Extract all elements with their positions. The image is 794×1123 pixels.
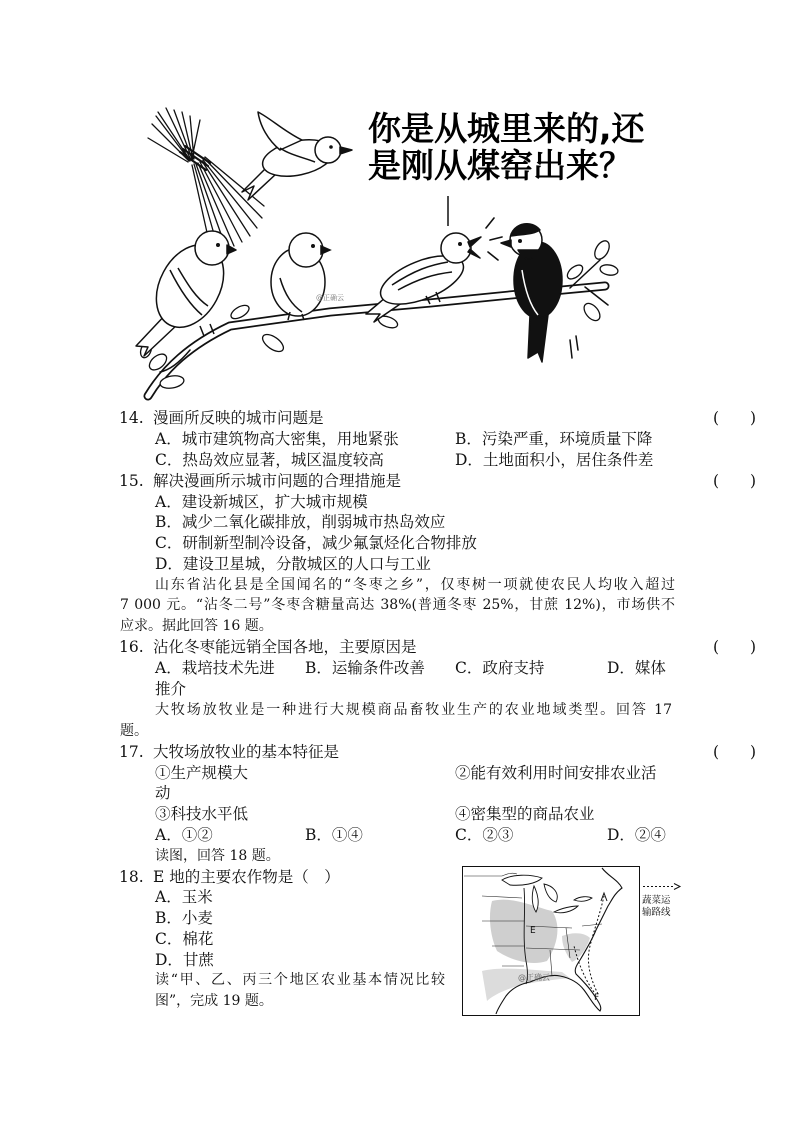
passage-line: 7 000 元。“沾冬二号”冬枣含糖量高达 38%(普通冬枣 25%，甘蔗 12%)，市场供不 — [120, 597, 675, 613]
cartoon-watermark: @正确云 — [316, 294, 344, 302]
sparrow-left — [136, 231, 237, 356]
option-a: A．城市建筑物高大密集，用地紧张 — [155, 430, 399, 448]
option-a: A．建设新城区，扩大城市规模 — [155, 493, 368, 511]
question-number: 16. — [119, 638, 144, 656]
cartoon-caption-line-1: 你是从城里来的,还 — [368, 109, 645, 148]
flying-bird — [242, 112, 352, 200]
passage-line: 山东省沾化县是全国闻名的“冬枣之乡”，仅枣树一项就使农民人均收入超过 — [155, 577, 675, 593]
chirp-lines — [486, 218, 502, 260]
map-legend — [642, 882, 682, 919]
answer-bracket: ( ) — [713, 472, 757, 490]
option-c: C．②③ — [455, 826, 514, 844]
option-b: B．小麦 — [155, 909, 213, 927]
option-b: B．减少二氧化碳排放，削弱城市热岛效应 — [155, 513, 446, 531]
option-d: D．②④ — [607, 826, 666, 844]
statement-2-continued: 动 — [155, 784, 171, 802]
sparrow-round — [271, 233, 330, 320]
option-d: D．媒体 — [607, 659, 666, 677]
answer-bracket: ( ) — [713, 743, 757, 761]
option-c: C．研制新型制冷设备，减少氟氯烃化合物排放 — [155, 534, 477, 552]
us-agriculture-map — [462, 866, 640, 1016]
map-label-e: E — [530, 926, 536, 936]
map-watermark: @正确云 — [518, 973, 550, 982]
passage-line: 图”，完成 19 题。 — [155, 993, 273, 1009]
question-stem: 大牧场放牧业的基本特征是 — [153, 743, 340, 761]
answer-bracket: ( ) — [713, 409, 757, 427]
question-number: 18. — [119, 868, 144, 886]
option-d: D．土地面积小，居住条件差 — [455, 451, 654, 469]
question-stem: 解决漫画所示城市问题的合理措施是 — [153, 472, 402, 490]
map-label-f: F — [594, 993, 600, 1003]
legend-label-line-2: 输路线 — [642, 907, 671, 918]
option-a: A．栽培技术先进 — [155, 659, 275, 677]
statement-4: ④密集型的商品农业 — [455, 805, 595, 823]
statement-1: ①生产规模大 — [155, 764, 249, 782]
option-b: B．污染严重，环境质量下降 — [455, 430, 653, 448]
answer-bracket: ( ) — [713, 638, 757, 656]
option-b: B．①④ — [305, 826, 363, 844]
question-number: 14. — [119, 409, 144, 427]
statement-3: ③科技水平低 — [155, 805, 249, 823]
passage-line: 读“甲、乙、丙三个地区农业基本情况比较 — [155, 972, 445, 988]
pine-tuft — [148, 108, 264, 248]
question-number: 17. — [119, 743, 144, 761]
option-c: C．棉花 — [155, 930, 214, 948]
dashed-arrow-icon — [642, 882, 682, 891]
question-stem: 沾化冬枣能远销全国各地，主要原因是 — [153, 638, 417, 656]
option-c: C．政府支持 — [455, 659, 545, 677]
instruction-18: 读图，回答 18 题。 — [155, 848, 280, 864]
legend-label-line-1: 蔬菜运 — [642, 895, 671, 906]
passage-line: 题。 — [120, 723, 148, 739]
statement-2: ②能有效利用时间安排农业活 — [455, 764, 657, 782]
passage-line: 大牧场放牧业是一种进行大规模商品畜牧业生产的农业地域类型。回答 17 — [155, 702, 672, 718]
question-stem: 漫画所反映的城市问题是 — [153, 409, 324, 427]
question-stem: E 地的主要农作物是（ ） — [153, 868, 340, 886]
question-number: 15. — [119, 472, 144, 490]
passage-line: 应求。据此回答 16 题。 — [120, 618, 273, 634]
option-a: A．玉米 — [155, 888, 213, 906]
option-a: A．①② — [155, 826, 213, 844]
option-c: C．热岛效应显著，城区温度较高 — [155, 451, 384, 469]
option-d: D．甘蔗 — [155, 951, 214, 969]
sparrow-chirping — [366, 233, 481, 322]
cartoon-caption-line-2: 是刚从煤窑出来？ — [368, 146, 632, 185]
option-d: D．建设卫星城，分散城区的人口与工业 — [155, 555, 431, 573]
option-b: B．运输条件改善 — [305, 659, 425, 677]
option-d-continued: 推介 — [155, 680, 187, 698]
